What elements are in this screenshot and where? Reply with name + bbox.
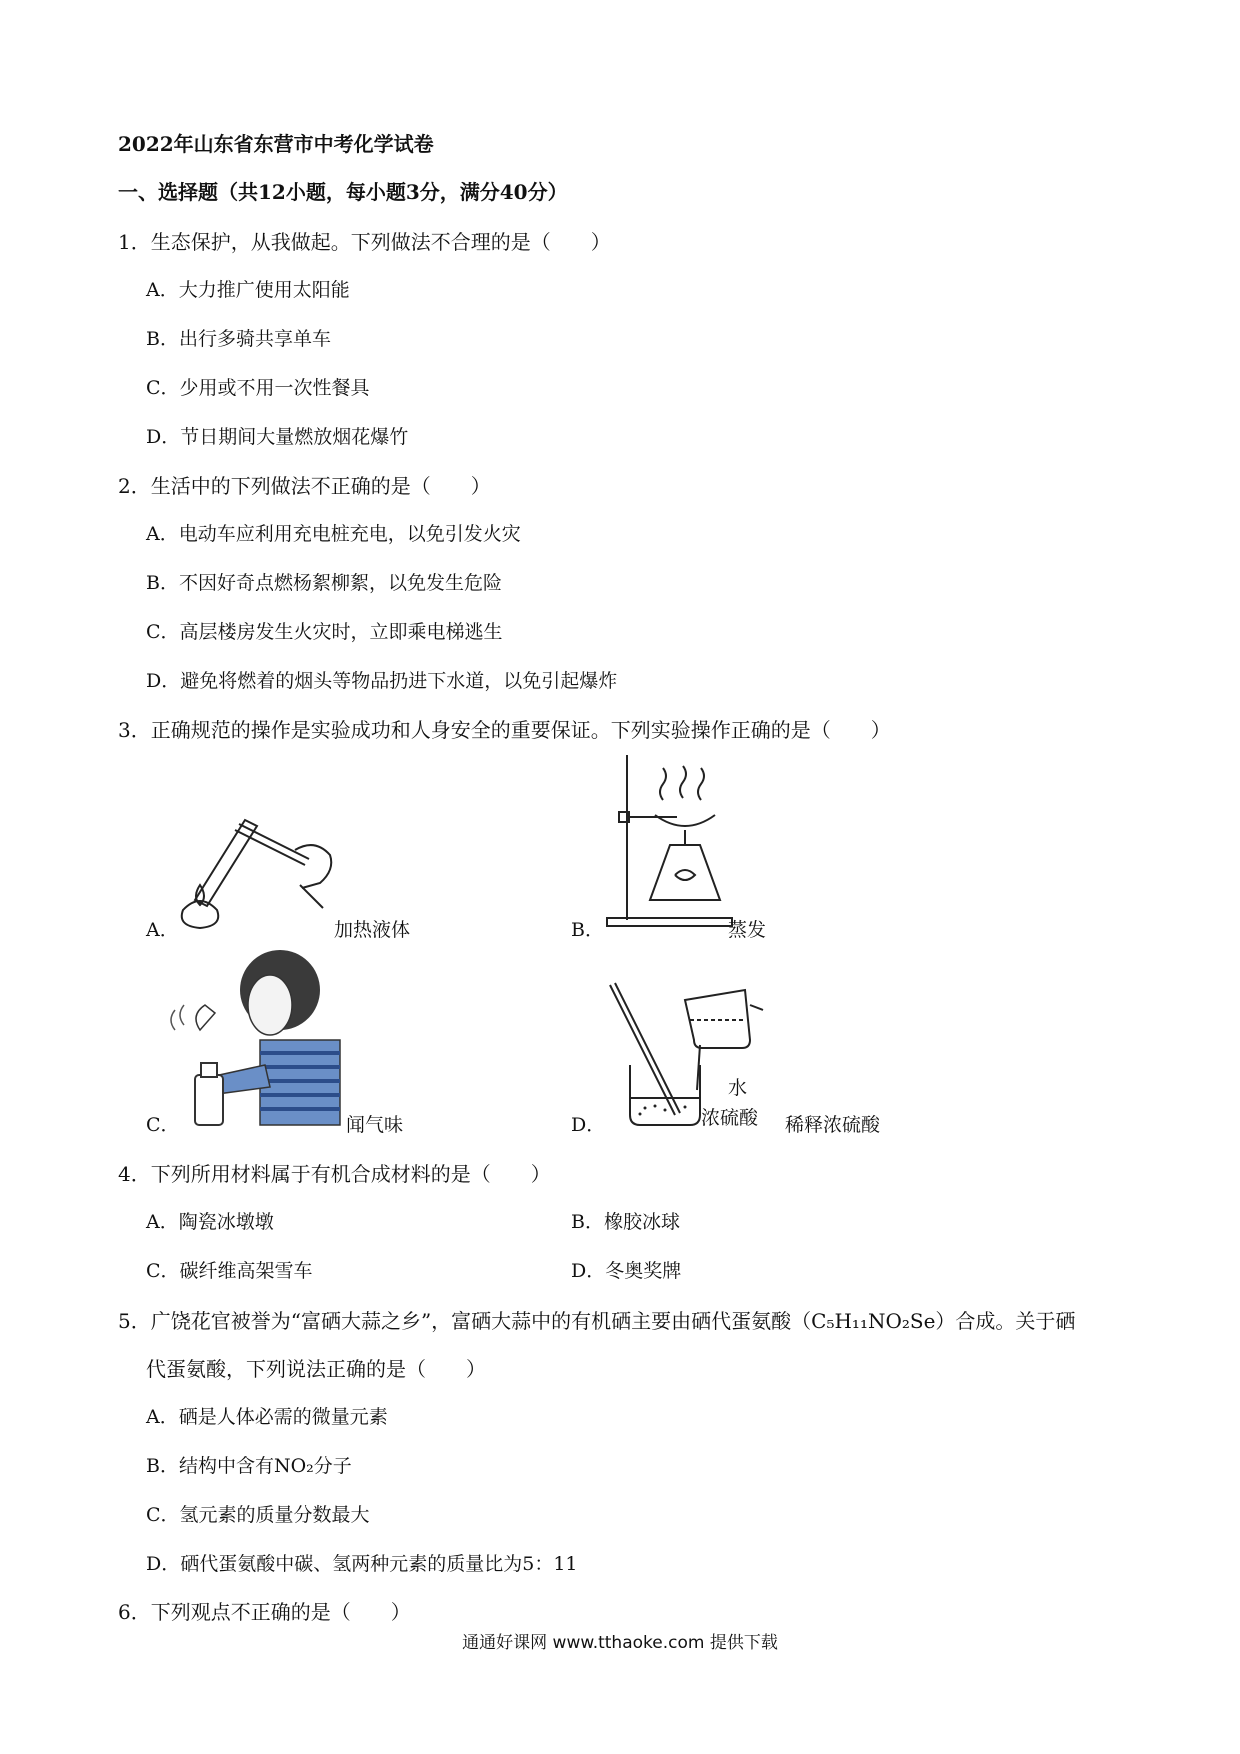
- question-3-option-a-caption: 加热液体: [334, 919, 411, 941]
- question-4-option-c: C．碳纤维高架雪车: [146, 1260, 313, 1282]
- evaporation-figure: [605, 750, 735, 930]
- question-1-option-c: C．少用或不用一次性餐具: [146, 377, 370, 399]
- question-6-stem: 6．下列观点不正确的是（ ）: [118, 1600, 411, 1624]
- question-5-option-c: C．氢元素的质量分数最大: [146, 1504, 370, 1526]
- question-2-option-c: C．高层楼房发生火灾时，立即乘电梯逃生: [146, 621, 503, 643]
- question-4-stem: 4．下列所用材料属于有机合成材料的是（ ）: [118, 1162, 551, 1186]
- question-5-stem-line-2: 代蛋氨酸，下列说法正确的是（ ）: [146, 1357, 486, 1381]
- question-5-option-b: B．结构中含有NO₂分子: [146, 1455, 352, 1477]
- question-3-option-b-caption: 蒸发: [728, 919, 767, 941]
- question-1-option-b: B．出行多骑共享单车: [146, 328, 331, 350]
- question-3-option-a-letter: A．: [146, 919, 179, 941]
- question-3-option-d-letter: D．: [571, 1114, 606, 1136]
- question-2-stem: 2．生活中的下列做法不正确的是（ ）: [118, 474, 491, 498]
- question-5-stem-line-1: 5．广饶花官被誉为“富硒大蒜之乡”，富硒大蒜中的有机硒主要由硒代蛋氨酸（C₅H₁₁NO₂Se）合成。关于硒: [118, 1309, 1076, 1333]
- footer-download-note: 通通好课网 www.tthaoke.com 提供下载: [462, 1633, 778, 1653]
- question-5-option-a: A．硒是人体必需的微量元素: [146, 1406, 388, 1428]
- question-3-option-d-caption: 稀释浓硫酸: [785, 1114, 881, 1136]
- question-3-option-c-caption: 闻气味: [346, 1114, 404, 1136]
- question-4-option-d: D．冬奥奖牌: [571, 1260, 682, 1282]
- smelling-gas-figure: [170, 945, 350, 1130]
- question-1-stem: 1．生态保护，从我做起。下列做法不合理的是（ ）: [118, 230, 611, 254]
- question-4-option-a: A．陶瓷冰墩墩: [146, 1211, 274, 1233]
- question-1-option-d: D．节日期间大量燃放烟花爆竹: [146, 426, 409, 448]
- section-heading: 一、选择题（共12小题，每小题3分，满分40分）: [118, 180, 568, 204]
- question-2-option-d: D．避免将燃着的烟头等物品扔进下水道，以免引起爆炸: [146, 670, 618, 692]
- heating-liquid-figure: [175, 790, 335, 930]
- question-3-option-b-letter: B．: [571, 919, 604, 941]
- question-3-option-d-acid-label: 浓硫酸: [701, 1107, 759, 1129]
- page-title: 2022年山东省东营市中考化学试卷: [118, 132, 434, 156]
- question-1-option-a: A．大力推广使用太阳能: [146, 279, 350, 301]
- question-2-option-b: B．不因好奇点燃杨絮柳絮，以免发生危险: [146, 572, 502, 594]
- question-5-option-d: D．硒代蛋氨酸中碳、氢两种元素的质量比为5：11: [146, 1553, 578, 1575]
- question-3-option-d-water-label: 水: [728, 1077, 748, 1099]
- question-2-option-a: A．电动车应利用充电桩充电，以免引发火灾: [146, 523, 521, 545]
- question-3-option-c-letter: C．: [146, 1114, 180, 1136]
- question-3-stem: 3．正确规范的操作是实验成功和人身安全的重要保证。下列实验操作正确的是（ ）: [118, 718, 891, 742]
- question-4-option-b: B．橡胶冰球: [571, 1211, 680, 1233]
